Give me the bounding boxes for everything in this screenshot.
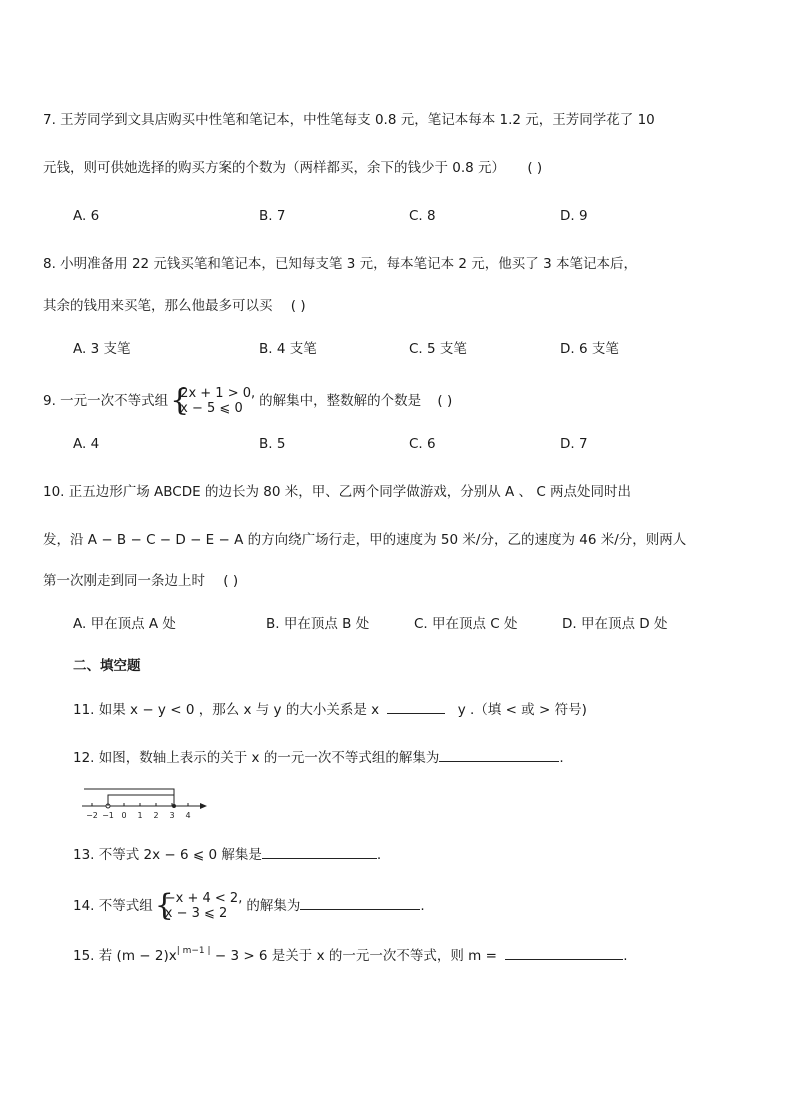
q8-option-d: D. 6 支笔: [560, 341, 619, 357]
q14-prefix: 14. 不等式组: [73, 898, 153, 914]
q14-inequality-system: [154, 888, 243, 923]
q13-end: .: [376, 847, 382, 863]
tick-label: −2: [86, 811, 98, 820]
brace-icon: {: [154, 888, 174, 923]
q15-end: .: [623, 948, 628, 964]
q7-option-c: C. 8: [409, 208, 436, 224]
q8-option-a: A. 3 支笔: [73, 341, 131, 357]
tick-label: 4: [185, 811, 191, 820]
q7-option-a: A. 6: [73, 208, 100, 224]
q13-line: [73, 843, 381, 865]
q9-option-c: C. 6: [409, 436, 436, 452]
solution-bracket-lower: [108, 795, 174, 806]
q15-answer-blank[interactable]: [505, 944, 623, 960]
q8-line1: 8. 小明准备用 22 元钱买笔和笔记本，已知每支笔 3 元，每本笔记本 2 元，他买了 3 本笔记本后，: [43, 256, 637, 272]
section-title-fill-blank: 二、填空题: [73, 658, 141, 674]
q9-system-row2: x − 5 ⩽ 0: [180, 401, 243, 416]
q10-answer-paren: ( ): [223, 573, 239, 589]
number-line-arrow-icon: [200, 803, 207, 809]
q15-line: [73, 941, 628, 966]
q8-option-c: C. 5 支笔: [409, 341, 467, 357]
q10-option-d: D. 甲在顶点 D 处: [562, 616, 668, 632]
q9-answer-paren: ( ): [437, 393, 453, 409]
q13-answer-blank[interactable]: [262, 843, 377, 859]
q15-prefix: 15. 若 (m − 2)x: [73, 948, 177, 964]
solution-bracket-upper: [84, 789, 174, 806]
q11-answer-blank[interactable]: [387, 698, 445, 714]
q8-line2-text: 其余的钱用来买笔，那么他最多可以买: [43, 298, 273, 314]
q15-middle: − 3 > 6 是关于 x 的一元一次不等式，则 m =: [210, 948, 497, 964]
q11-suffix: y .（填 < 或 > 符号): [457, 702, 587, 718]
q7-line2: [43, 158, 542, 178]
q15-exponent: | m−1 |: [176, 946, 211, 956]
q7-line1: 7. 王芳同学到文具店购买中性笔和笔记本，中性笔每支 0.8 元，笔记本每本 1.2 元，王芳同学花了 10: [43, 112, 655, 128]
q8-option-b: B. 4 支笔: [259, 341, 317, 357]
q7-answer-paren: ( ): [527, 160, 543, 176]
q12-text: 12. 如图，数轴上表示的关于 x 的一元一次不等式组的解集为: [73, 750, 440, 766]
q14-line: [73, 888, 425, 923]
q10-option-b: B. 甲在顶点 B 处: [266, 616, 370, 632]
q10-line1: 10. 正五边形广场 ABCDE 的边长为 80 米，甲、乙两个同学做游戏，分别从 A 、 C 两点处同时出: [43, 484, 632, 500]
q7-line2-text: 元钱，则可供她选择的购买方案的个数为（两样都买，余下的钱少于 0.8 元）: [43, 160, 506, 176]
q13-text: 13. 不等式 2x − 6 ⩽ 0 解集是: [73, 847, 262, 863]
q10-line3: [43, 571, 238, 591]
q9-option-a: A. 4: [73, 436, 100, 452]
tick-label: 0: [121, 811, 127, 820]
q12-end: .: [559, 750, 564, 766]
q7-option-b: B. 7: [259, 208, 286, 224]
q9-inequality-system: [170, 383, 256, 418]
tick-label: 2: [153, 811, 159, 820]
q11-line: [73, 698, 587, 720]
tick-label: 3: [169, 811, 175, 820]
q10-option-c: C. 甲在顶点 C 处: [414, 616, 518, 632]
q14-suffix: 的解集为: [246, 898, 301, 914]
q11-prefix: 11. 如果 x − y < 0 ，那么 x 与 y 的大小关系是 x: [73, 702, 380, 718]
q9-option-d: D. 7: [560, 436, 588, 452]
q9-prefix: 9. 一元一次不等式组: [43, 393, 169, 409]
q9-option-b: B. 5: [259, 436, 286, 452]
q12-line: [73, 746, 564, 768]
q14-end: .: [420, 898, 425, 914]
q10-option-a: A. 甲在顶点 A 处: [73, 616, 176, 632]
q8-answer-paren: ( ): [290, 298, 306, 314]
tick-label: 1: [137, 811, 143, 820]
q9-line: [43, 383, 453, 418]
q9-suffix: 的解集中，整数解的个数是: [259, 393, 422, 409]
tick-label: −1: [102, 811, 114, 820]
number-line-figure: [80, 786, 212, 822]
q14-system-row2: x − 3 ⩽ 2: [164, 906, 228, 921]
q7-option-d: D. 9: [560, 208, 588, 224]
q10-line3-text: 第一次刚走到同一条边上时: [43, 573, 205, 589]
q14-system-row1: −x + 4 < 2,: [164, 891, 243, 906]
brace-icon: {: [170, 383, 190, 418]
q12-answer-blank[interactable]: [439, 746, 559, 762]
q8-line2: [43, 296, 306, 316]
q14-answer-blank[interactable]: [300, 894, 420, 910]
solid-point-icon: [172, 804, 176, 808]
q10-line2: 发，沿 A − B − C − D − E − A 的方向绕广场行走，甲的速度为 50 米/分，乙的速度为 46 米/分，则两人: [43, 532, 687, 548]
q9-system-row1: 2x + 1 > 0,: [180, 386, 256, 401]
